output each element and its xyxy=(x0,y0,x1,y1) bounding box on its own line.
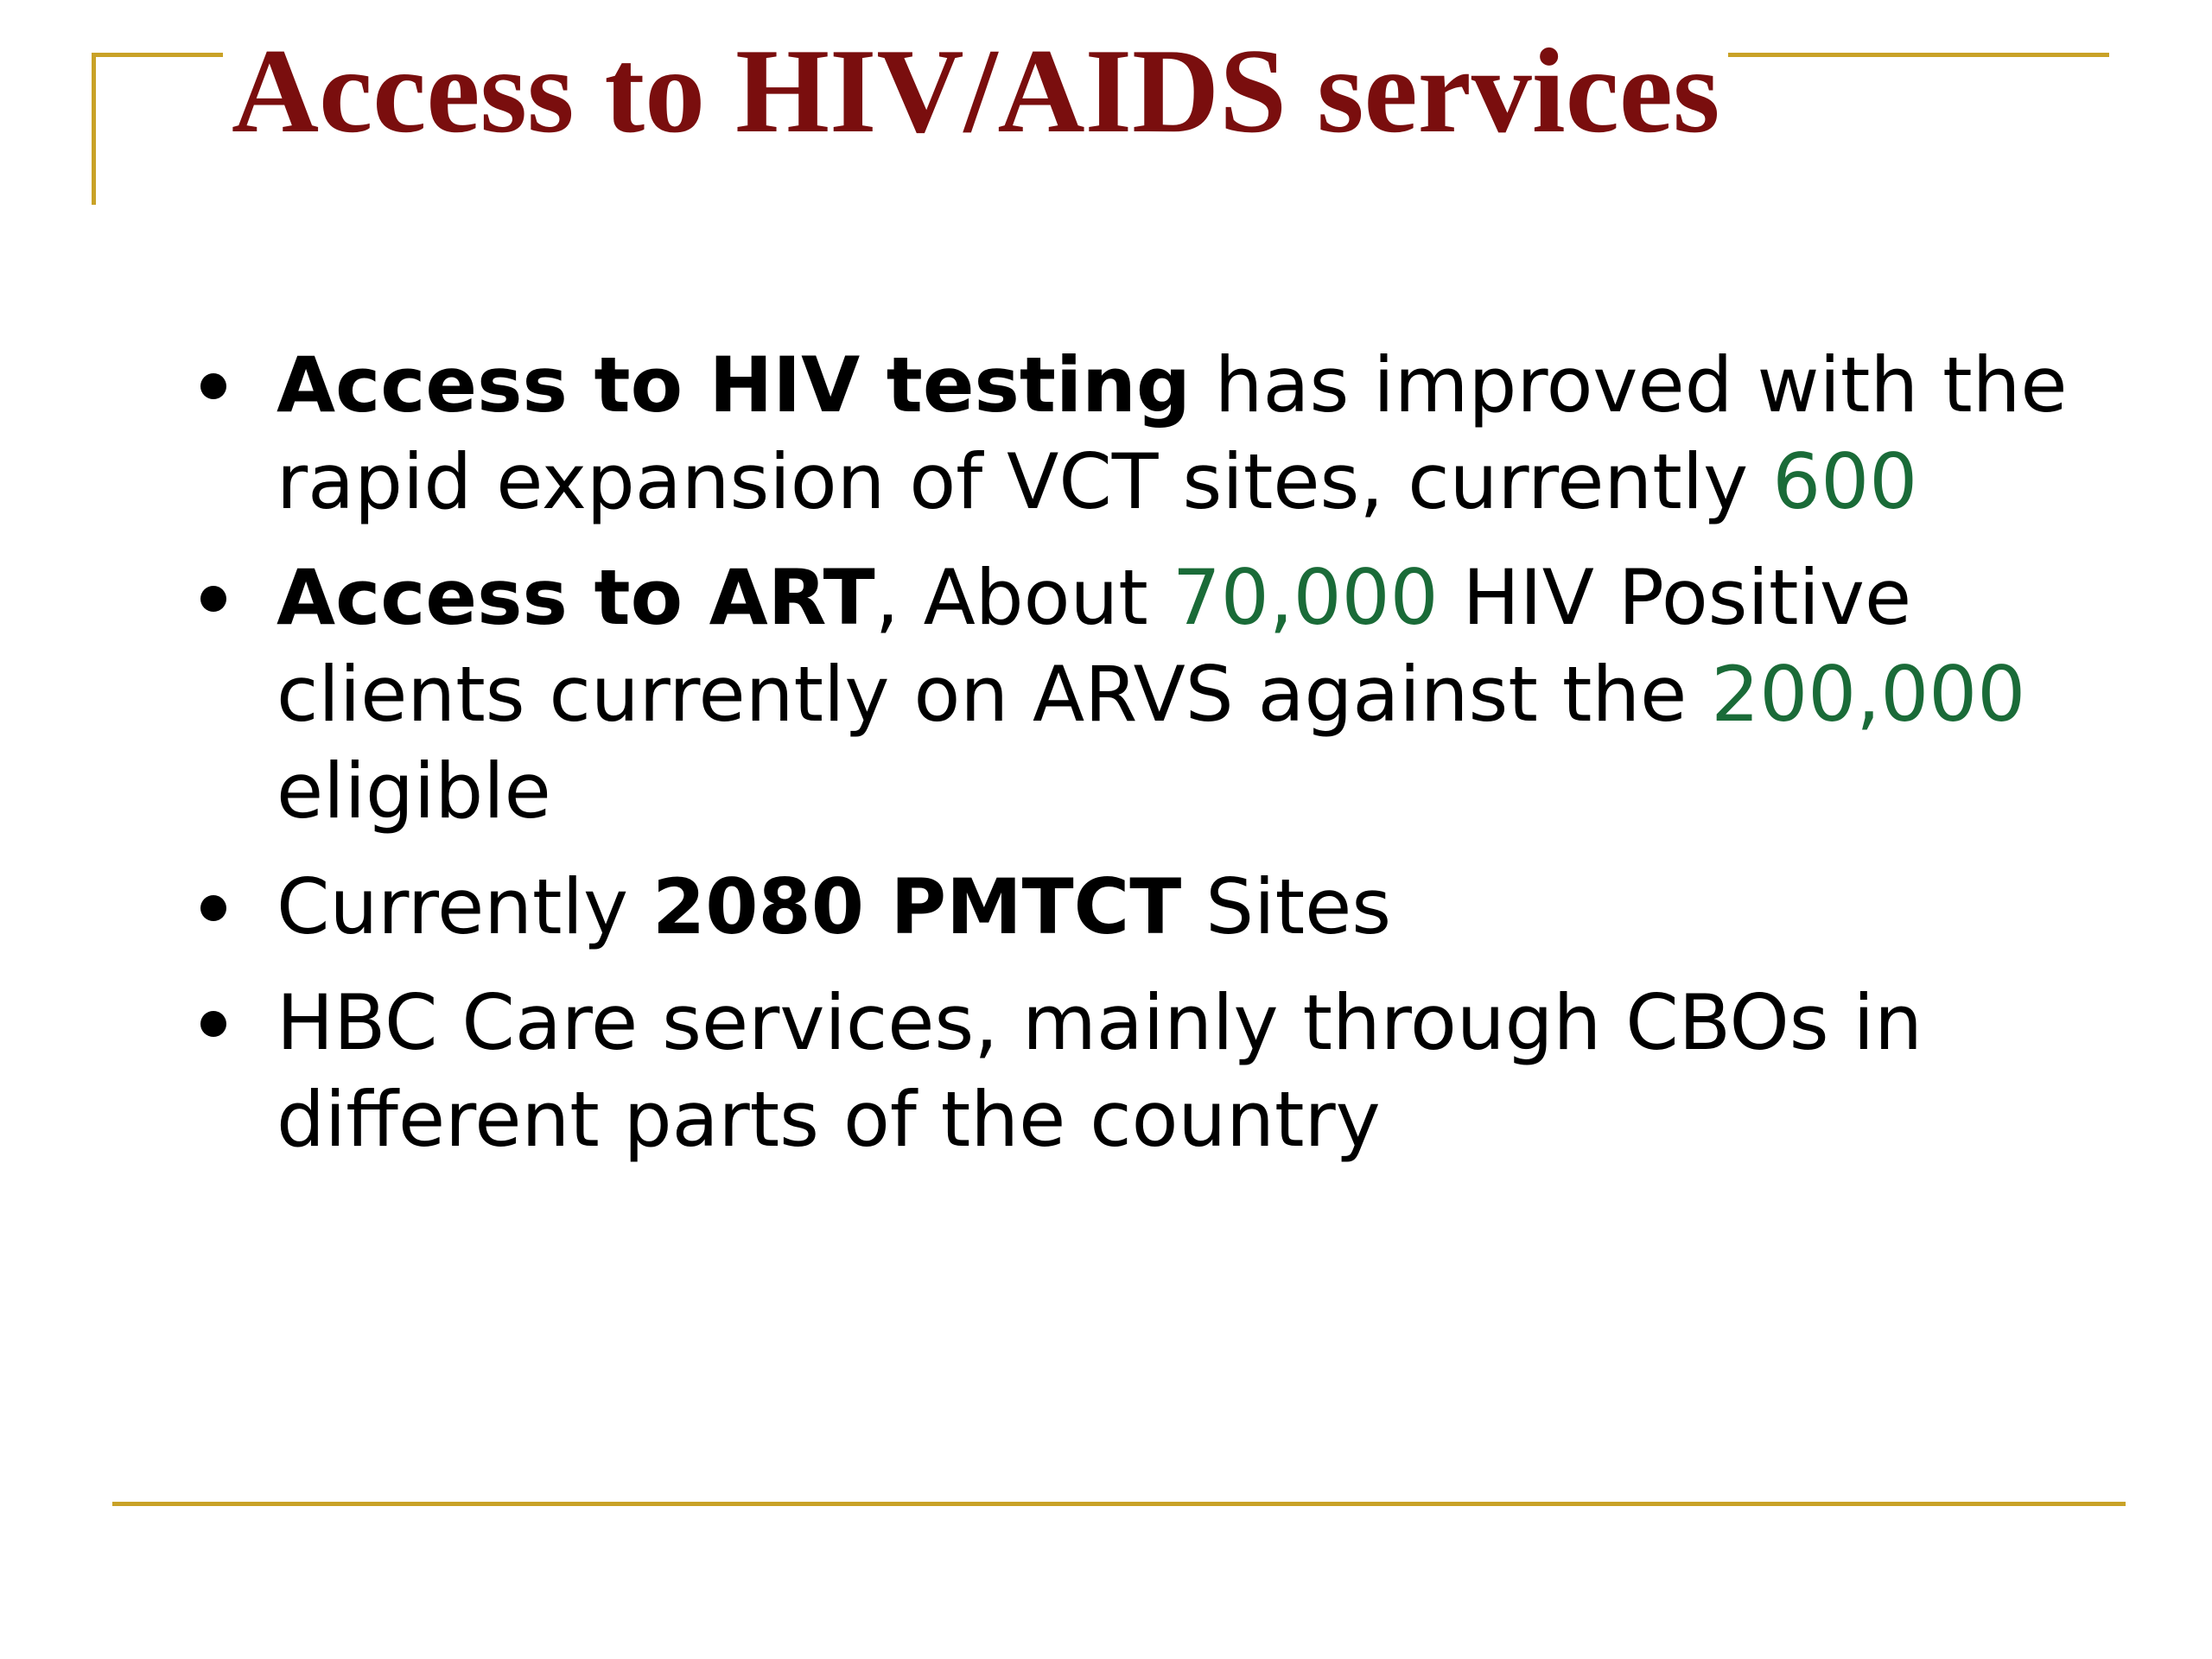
pmtct-site-count: 2080 PMTCT xyxy=(652,862,1182,951)
bullet-art-access xyxy=(181,550,2126,840)
vct-site-count: 600 xyxy=(1772,437,1918,526)
bullet-text: HIV Positive clients currently on ARVS against the xyxy=(276,553,1912,739)
bullet-dot-icon xyxy=(200,1011,226,1037)
title-left-rule xyxy=(92,53,96,205)
bullet-hiv-testing xyxy=(181,337,2126,531)
bullet-dot-icon xyxy=(200,586,226,612)
eligible-count: 200,000 xyxy=(1711,650,2026,739)
bullet-text: Sites xyxy=(1181,862,1392,951)
bullet-text: Currently xyxy=(276,862,653,951)
bullet-list xyxy=(181,337,2126,1187)
bullet-text: has improved with the rapid expansion of VCT sites, currently xyxy=(276,340,2068,526)
bullet-pmtct-sites xyxy=(181,859,2126,956)
bullet-text: eligible xyxy=(276,747,551,836)
slide-title: Access to HIV/AIDS services xyxy=(223,22,1728,161)
bullet-text: , About xyxy=(874,553,1173,642)
bullet-dot-icon xyxy=(200,895,226,921)
bullet-dot-icon xyxy=(200,373,226,399)
bullet-hbc-care xyxy=(181,975,2126,1168)
bullet-lead: Access to ART xyxy=(276,553,875,642)
footer-rule xyxy=(112,1502,2126,1506)
bullet-lead: Access to HIV testing xyxy=(276,340,1191,429)
bullet-text: HBC Care services, mainly through CBOs in different parts of the country xyxy=(276,978,1923,1164)
clients-on-arvs-count: 70,000 xyxy=(1172,553,1439,642)
